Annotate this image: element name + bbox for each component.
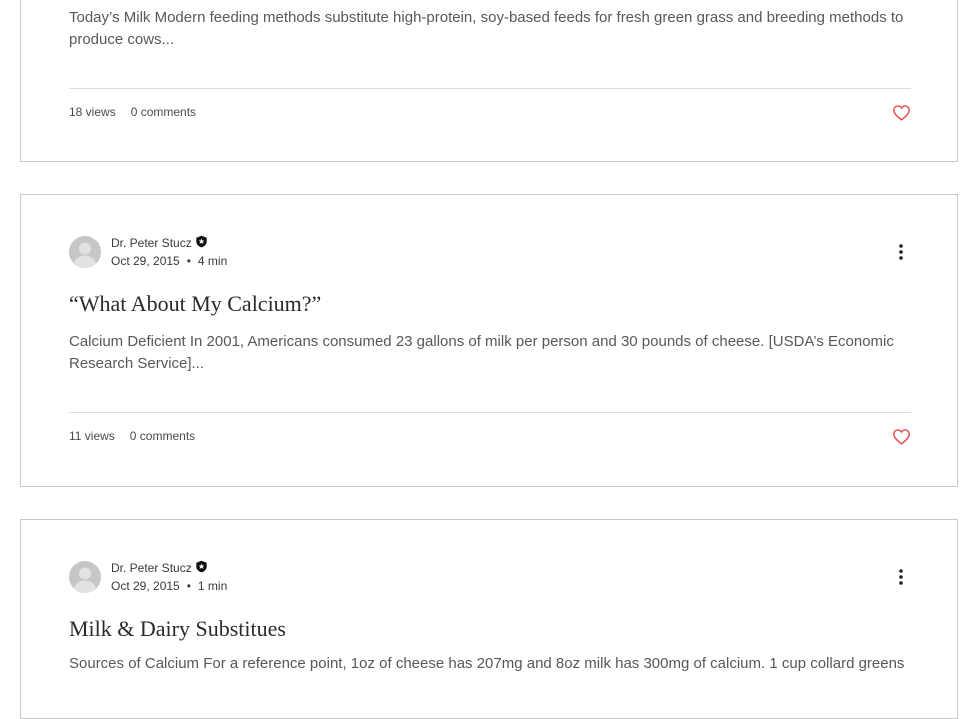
post-stats [69,101,911,123]
post-title[interactable]: Milk & Dairy Substitues [69,616,286,641]
more-vertical-icon[interactable] [891,566,911,588]
author-name[interactable]: Dr. Peter Stucz [111,236,192,250]
post-card[interactable] [20,194,958,487]
post-title[interactable]: “What About My Calcium?” [69,291,322,316]
post-card[interactable] [20,0,958,162]
post-date: Oct 29, 2015 [111,578,180,593]
comments-count[interactable]: 0 comments [129,429,196,443]
avatar[interactable] [69,236,101,268]
comments-count[interactable]: 0 comments [130,105,197,119]
post-excerpt[interactable]: Today’s Milk Modern feeding methods substitute high-protein, soy-based feeds for fresh green grass and breeding methods to produce cows... [69,9,904,48]
post-excerpt[interactable]: Sources of Calcium For a reference point, 1oz of cheese has 207mg and 8oz milk has 300mg of calcium. 1 cup collard greens [69,655,905,672]
author-row [69,561,227,593]
post-excerpt[interactable]: Calcium Deficient In 2001, Americans consumed 23 gallons of milk per person and 30 pounds of cheese. [USDA’s Economic Research Service]... [69,333,894,372]
post-stats [69,425,911,447]
avatar[interactable] [69,561,101,593]
read-time: 4 min [197,253,228,268]
post-date: Oct 29, 2015 [111,253,180,268]
post-card[interactable] [20,519,958,719]
admin-badge-icon [195,560,208,578]
meta-separator: • [186,253,191,268]
heart-outline-icon[interactable] [891,426,911,446]
more-vertical-icon[interactable] [891,241,911,263]
read-time: 1 min [197,578,228,593]
meta-separator: • [186,578,191,593]
views-count: 11 views [69,429,115,443]
author-row [69,236,227,268]
divider [69,88,911,89]
author-name[interactable]: Dr. Peter Stucz [111,561,192,575]
heart-outline-icon[interactable] [891,102,911,122]
views-count: 18 views [69,105,116,119]
divider [69,412,911,413]
admin-badge-icon [195,235,208,253]
